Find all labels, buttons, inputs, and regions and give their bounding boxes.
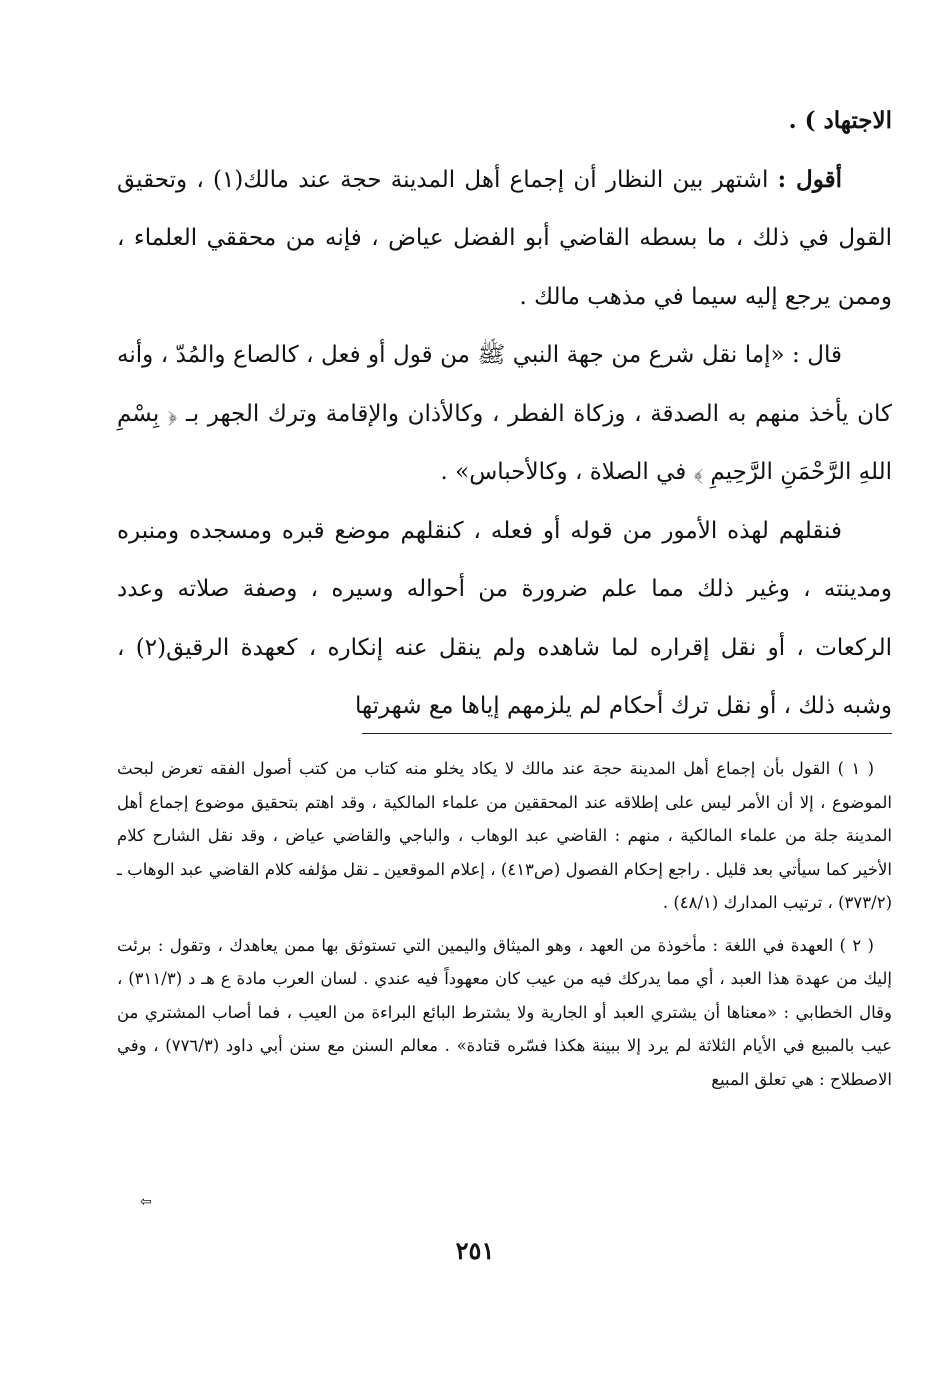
main-text-body: [117, 92, 892, 736]
paragraph-heading-continuation: [117, 92, 892, 151]
paragraph-qala: [117, 326, 892, 502]
footnotes-section: [117, 752, 892, 1096]
page-number: ٢٥١: [455, 1236, 495, 1265]
paragraph-text: فنقلهم لهذه الأمور من قوله أو فعله ، كنقلهم موضع قبره ومسجده ومنبره ومدينته ، وغير ذلك مما علم ضرورة من أحواله وسيره ، وصفة صلاته وعدد الركعات ، أو نقل إقراره لما شاهده ولم ينقل عنه إنكاره ، كعهدة الرقيق(٢) ، وشبه ذلك ، أو نقل ترك أحكام لم يلزمهم إياها مع شهرتها: [117, 517, 892, 719]
footnote-marker: ( ١ ): [837, 759, 875, 778]
footnote-marker: ( ٢ ): [839, 935, 874, 955]
paragraph-aqul: [117, 151, 892, 327]
paragraph-text: قال : «إما نقل شرع من جهة النبي ﷺ من قول أو فعل ، كالصاع والمُدّ ، وأنه كان يأخذ منهم به الصدقة ، وزكاة الفطر ، وكالأذان والإقامة وترك الجهر بـ ﴿ بِسْمِ اللهِ الرَّحْمَنِ الرَّحِيمِ ﴾ في الصلاة ، وكالأحباس» .: [117, 342, 892, 485]
footnote-text: القول بأن إجماع أهل المدينة حجة عند مالك لا يكاد يخلو منه كتاب من كتب أصول الفقه تعرض لبحث الموضوع ، إلا أن الأمر ليس على إطلاقه عند المحققين من علماء المالكية ، وقد اهتم بتحقيق موضوع إجماع أهل المدينة جلة من علماء المالكية ، منهم : القاضي عبد الوهاب ، والباجي والقاضي عياض ، وقد نقل الشارح كلام الأخير كما سيأتي بعد قليل . راجع إحكام الفصول (ص٤١٣) ، إعلام الموقعين ـ نقل مؤلفه كلام القاضي عبد الوهاب ـ (٣٧٣/٢) ، ترتيب المدارك (٤٨/١) .: [117, 759, 892, 912]
footnote-text: العهدة في اللغة : مأخوذة من العهد ، وهو الميثاق واليمين التي تستوثق بها ممن يعاهدك ، وتقول : برئت إليك من عهدة هذا العبد ، أي مما يدركك فيه من عيب كان معهوداً فيه عندي . لسان العرب مادة ع هـ د (٣١١/٣) ، وقال الخطابي : «معناها أن يشتري العبد أو الجارية ولا يشترط البائع البراءة من العيب ، فما أصاب المشتري من عيب بالمبيع في الأيام الثلاثة لم يرد إلا ببينة هكذا فسّره قتادة» . معالم السنن مع سنن أبي داود (٧٧٦/٣) ، وفي الاصطلاح : هي تعلق المبيع: [117, 935, 892, 1089]
footnote-divider: [362, 733, 892, 734]
footnote-1: [117, 752, 892, 920]
paragraph-text: الاجتهاد ) .: [788, 107, 892, 134]
footnote-2: [117, 929, 892, 1097]
paragraph-lead: أقول :: [777, 165, 842, 193]
paragraph-text: اشتهر بين النظار أن إجماع أهل المدينة حجة عند مالك(١) ، وتحقيق القول في ذلك ، ما بسطه القاضي أبو الفضل عياض ، فإنه من محققي العلماء ، وممن يرجع إليه سيما في مذهب مالك .: [117, 166, 892, 310]
paragraph-naqluhum: [117, 502, 892, 736]
continuation-arrow-icon: ⇦: [140, 1194, 152, 1210]
